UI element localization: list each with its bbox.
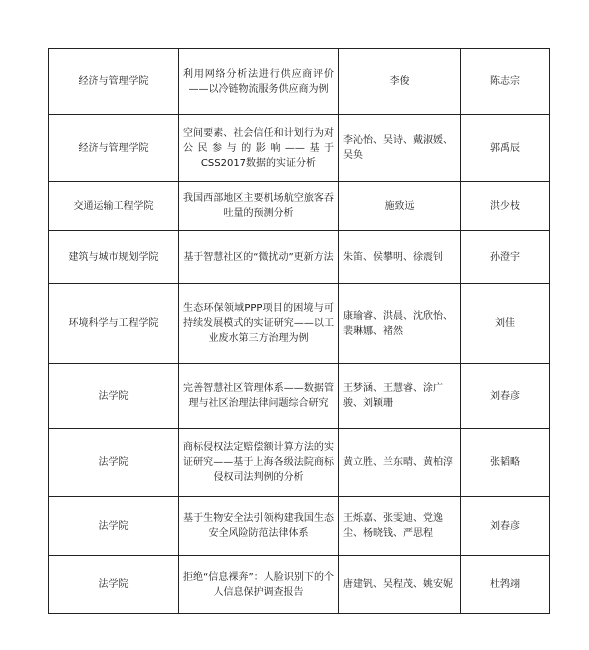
advisor-cell: 刘春彦 xyxy=(461,364,550,429)
projects-table xyxy=(48,48,550,614)
members-cell: 王烁嘉、张雯迪、党逸尘、杨晓钱、严思程 xyxy=(339,497,461,556)
advisor-cell: 刘佳 xyxy=(461,284,550,364)
table-row xyxy=(49,49,550,115)
members-cell: 唐建钒、吴程茂、姚安妮 xyxy=(339,556,461,614)
advisor-cell: 洪少枝 xyxy=(461,182,550,231)
table-row xyxy=(49,182,550,231)
members-cell: 李俊 xyxy=(339,49,461,115)
table-row xyxy=(49,231,550,284)
table-row xyxy=(49,284,550,364)
project-title-cell: 基于生物安全法引领构建我国生态安全风险防范法律体系 xyxy=(179,497,339,556)
college-cell: 环境科学与工程学院 xyxy=(49,284,179,364)
table-row xyxy=(49,429,550,497)
advisor-cell: 杜鹁翊 xyxy=(461,556,550,614)
table-row xyxy=(49,497,550,556)
project-title-cell: 完善智慧社区管理体系——数据管理与社区治理法律问题综合研究 xyxy=(179,364,339,429)
advisor-cell: 孙澄宇 xyxy=(461,231,550,284)
members-cell: 朱笛、侯攀明、徐震钊 xyxy=(339,231,461,284)
project-title-cell: 拒绝“信息裸奔”：人脸识别下的个人信息保护调查报告 xyxy=(179,556,339,614)
project-title-cell: 基于智慧社区的“微扰动”更新方法 xyxy=(179,231,339,284)
project-title-cell: 商标侵权法定赔偿额计算方法的实证研究——基于上海各级法院商标侵权司法判例的分析 xyxy=(179,429,339,497)
members-cell: 黄立胜、兰东晴、黄柏淳 xyxy=(339,429,461,497)
members-cell: 王梦涵、王慧睿、涂广骏、刘颖珊 xyxy=(339,364,461,429)
members-cell: 施致远 xyxy=(339,182,461,231)
advisor-cell: 郭禹辰 xyxy=(461,115,550,182)
project-title-cell: 我国西部地区主要机场航空旅客吞吐量的预测分析 xyxy=(179,182,339,231)
members-cell: 康瑜睿、洪晨、沈欣怡、裴琳娜、褚然 xyxy=(339,284,461,364)
college-cell: 建筑与城市规划学院 xyxy=(49,231,179,284)
project-title-cell: 生态环保领域PPP项目的困境与可持续发展模式的实证研究——以工业废水第三方治理为例 xyxy=(179,284,339,364)
project-title-cell: 利用网络分析法进行供应商评价——以冷链物流服务供应商为例 xyxy=(179,49,339,115)
project-title-cell: 空间要素、社会信任和计划行为对公民参与的影响——基于CSS2017数据的实证分析 xyxy=(179,115,339,182)
college-cell: 法学院 xyxy=(49,497,179,556)
advisor-cell: 刘春彦 xyxy=(461,497,550,556)
table-row xyxy=(49,364,550,429)
college-cell: 法学院 xyxy=(49,556,179,614)
college-cell: 经济与管理学院 xyxy=(49,115,179,182)
members-cell: 李沁怡、吴诗、戴淑媛、吴奂 xyxy=(339,115,461,182)
college-cell: 交通运输工程学院 xyxy=(49,182,179,231)
advisor-cell: 陈志宗 xyxy=(461,49,550,115)
advisor-cell: 张韬略 xyxy=(461,429,550,497)
table-row xyxy=(49,556,550,614)
college-cell: 法学院 xyxy=(49,364,179,429)
table-row xyxy=(49,115,550,182)
college-cell: 经济与管理学院 xyxy=(49,49,179,115)
college-cell: 法学院 xyxy=(49,429,179,497)
